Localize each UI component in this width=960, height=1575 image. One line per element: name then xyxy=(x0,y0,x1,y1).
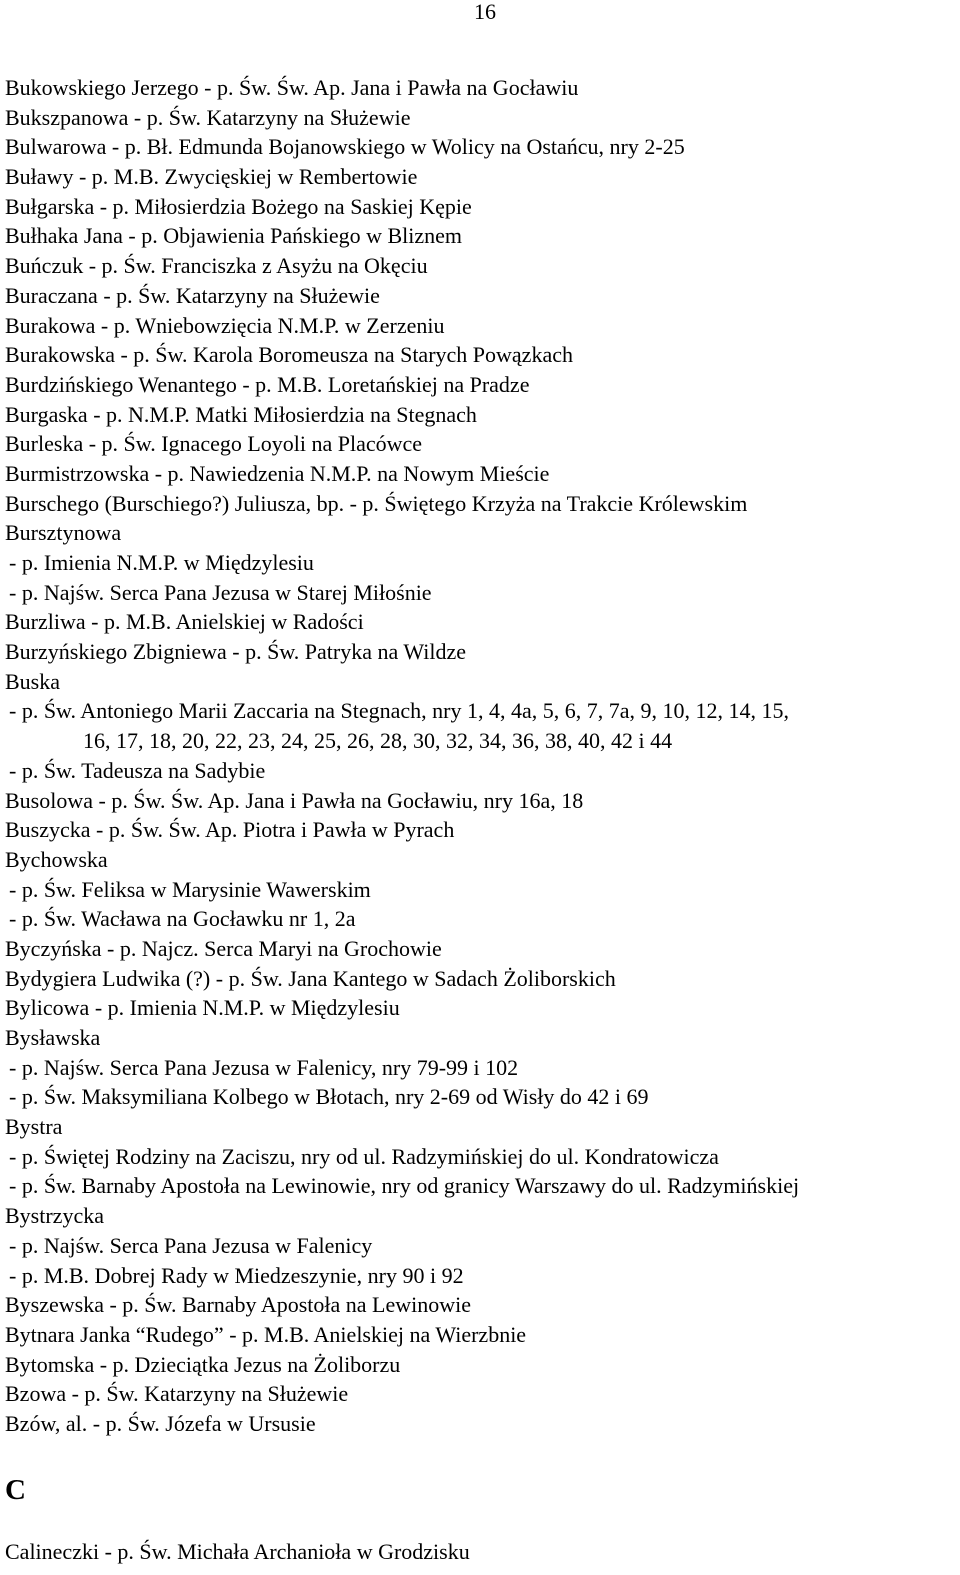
parish-subentry: - p. Św. Maksymiliana Kolbego w Błotach, nry 2-69 od Wisły do 42 i 69 xyxy=(9,1084,649,1110)
street-entry: Bułgarska - p. Miłosierdzia Bożego na Saskiej Kępie xyxy=(5,193,472,219)
parish-subentry: - p. Najśw. Serca Pana Jezusa w Falenicy xyxy=(9,1232,373,1258)
street-entry: Bysławska xyxy=(5,1025,101,1050)
street-entry: Buraczana - p. Św. Katarzyny na Służewie xyxy=(5,282,380,308)
street-entry: Burdzińskiego Wenantego - p. M.B. Loretańskiej na Pradze xyxy=(5,371,530,397)
street-entry: Bytnara Janka “Rudego” - p. M.B. Anielskiej na Wierzbnie xyxy=(5,1321,527,1347)
street-entry: Byczyńska - p. Najcz. Serca Maryi na Grochowie xyxy=(5,935,442,961)
street-entry: Byszewska - p. Św. Barnaby Apostoła na Lewinowie xyxy=(5,1292,471,1318)
street-entry: Bulwarowa - p. Bł. Edmunda Bojanowskiego w Wolicy na Ostańcu, nry 2-25 xyxy=(5,134,685,160)
parish-subentry: - p. Imienia N.M.P. w Międzylesiu xyxy=(9,550,314,575)
street-entry: Bychowska xyxy=(5,846,108,872)
street-entry: Burgaska - p. N.M.P. Matki Miłosierdzia na Stegnach xyxy=(5,401,477,427)
street-entry: Bułhaka Jana - p. Objawienia Pańskiego w Bliznem xyxy=(5,223,463,249)
street-entry: Burzliwa - p. M.B. Anielskiej w Radości xyxy=(5,609,364,635)
street-entry: Burmistrzowska - p. Nawiedzenia N.M.P. na Nowym Mieście xyxy=(5,460,550,486)
street-entry: Bystra xyxy=(5,1114,63,1140)
section-heading-c: C xyxy=(5,1474,26,1506)
street-entry: Bzów, al. - p. Św. Józefa w Ursusie xyxy=(5,1410,316,1436)
parish-subentry: - p. Św. Antoniego Marii Zaccaria na Stegnach, nry 1, 4, 4a, 5, 6, 7, 7a, 9, 10, 12, 14, 15, xyxy=(9,698,790,724)
parish-subentry: - p. Najśw. Serca Pana Jezusa w Starej Miłośnie xyxy=(9,579,432,605)
street-entry: Bzowa - p. Św. Katarzyny na Służewie xyxy=(5,1381,349,1407)
street-entry: Calineczki - p. Św. Michała Archanioła w Grodzisku xyxy=(5,1539,470,1564)
parish-subentry: - p. Św. Feliksa w Marysinie Wawerskim xyxy=(9,876,371,902)
street-list-b xyxy=(5,73,957,1439)
street-entry: Bukowskiego Jerzego - p. Św. Św. Ap. Jana i Pawła na Gocławiu xyxy=(5,75,579,100)
parish-subentry: - p. Św. Barnaby Apostoła na Lewinowie, nry od granicy Warszawy do ul. Radzymińskiej xyxy=(9,1173,800,1199)
street-entry: Bursztynowa xyxy=(5,520,122,546)
street-entry: Burzyńskiego Zbigniewa - p. Św. Patryka na Wildze xyxy=(5,639,467,665)
street-entry: Buławy - p. M.B. Zwycięskiej w Rembertowie xyxy=(5,164,418,190)
parish-subentry: - p. Świętej Rodziny na Zaciszu, nry od ul. Radzymińskiej do ul. Kondratowicza xyxy=(9,1143,719,1169)
parish-subentry: - p. Najśw. Serca Pana Jezusa w Falenicy, nry 79-99 i 102 xyxy=(9,1054,519,1080)
street-entry: Burakowska - p. Św. Karola Boromeusza na Starych Powązkach xyxy=(5,342,573,368)
street-entry: Busolowa - p. Św. Św. Ap. Jana i Pawła na Gocławiu, nry 16a, 18 xyxy=(5,787,584,813)
parish-subentry: - p. M.B. Dobrej Rady w Miedzeszynie, nry 90 i 92 xyxy=(9,1262,464,1288)
street-entry: Burakowa - p. Wniebowzięcia N.M.P. w Zerzeniu xyxy=(5,312,445,338)
parish-subentry: - p. Św. Tadeusza na Sadybie xyxy=(9,757,266,783)
page-number: 16 xyxy=(474,0,496,24)
street-entry: Burleska - p. Św. Ignacego Loyoli na Placówce xyxy=(5,431,423,457)
parish-subentry: - p. Św. Wacława na Gocławku nr 1, 2a xyxy=(9,906,356,932)
entry-continuation: 16, 17, 18, 20, 22, 23, 24, 25, 26, 28, 30, 32, 34, 36, 38, 40, 42 i 44 xyxy=(83,728,673,754)
street-list-c xyxy=(5,1537,957,1567)
street-entry: Buńczuk - p. Św. Franciszka z Asyżu na Okęciu xyxy=(5,253,428,279)
street-entry: Buszycka - p. Św. Św. Ap. Piotra i Pawła w Pyrach xyxy=(5,817,455,843)
street-entry: Buska xyxy=(5,668,60,694)
street-entry: Bydygiera Ludwika (?) - p. Św. Jana Kantego w Sadach Żoliborskich xyxy=(5,965,616,991)
street-entry: Burschego (Burschiego?) Juliusza, bp. - p. Świętego Krzyża na Trakcie Królewskim xyxy=(5,490,748,516)
street-entry: Bukszpanowa - p. Św. Katarzyny na Służewie xyxy=(5,104,411,130)
street-entry: Bystrzycka xyxy=(5,1203,104,1229)
street-entry: Bylicowa - p. Imienia N.M.P. w Międzylesiu xyxy=(5,995,400,1021)
street-entry: Bytomska - p. Dzieciątka Jezus na Żoliborzu xyxy=(5,1351,401,1377)
